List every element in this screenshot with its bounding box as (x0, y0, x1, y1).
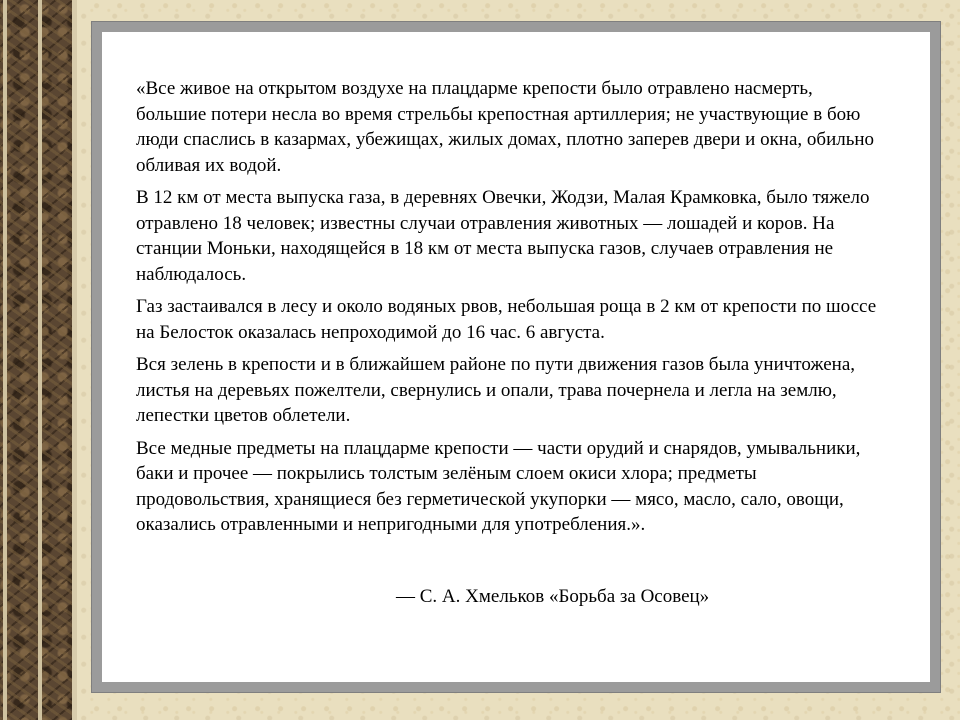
decorative-strip (0, 0, 72, 720)
paragraph: «Все живое на открытом воздухе на плацдарме крепости было отравлено насмерть, большие потери несла во время стрельбы крепостная артиллерия; не участвующие в бою люди спаслись в казармах, убежищах, жилых домах, плотно заперев двери и окна, обильно обливая их водой. (136, 78, 875, 176)
strip-divider (38, 0, 42, 720)
paragraph: Газ застаивался в лесу и около водяных рвов, небольшая роща в 2 км от крепости по шоссе на Белосток оказалась непроходимой до 16 час. 6 августа. (136, 296, 877, 343)
strip-divider (3, 0, 7, 720)
quote-text (136, 76, 886, 545)
paragraph: Вся зелень в крепости и в ближайшем районе по пути движения газов была уничтожена, листья на деревьях пожелтели, свернулись и опали, трава почернела и легла на землю, лепестки цветов облетели. (136, 354, 856, 426)
paragraph: В 12 км от места выпуска газа, в деревнях Овечки, Жодзи, Малая Крамковка, было тяжело отравлено 18 человек; известны случаи отравления животных — лошадей и коров. На станции Моньки, находящейся в 18 км от места выпуска газов, случаев отравления не наблюдалось. (136, 187, 870, 285)
paragraph: Все медные предметы на плацдарме крепости — части орудий и снарядов, умывальники, баки и прочее — покрылись толстым зелёным слоем окиси хлора; предметы продовольствия, хранящиеся без герметической укупорки — мясо, масло, сало, овощи, оказались отравленными и непригодными для употребления.». (136, 437, 861, 535)
content-frame (92, 22, 940, 692)
attribution: — С. А. Хмельков «Борьба за Осовец» (396, 586, 710, 607)
content-panel (102, 32, 930, 682)
strip-divider (72, 0, 77, 720)
